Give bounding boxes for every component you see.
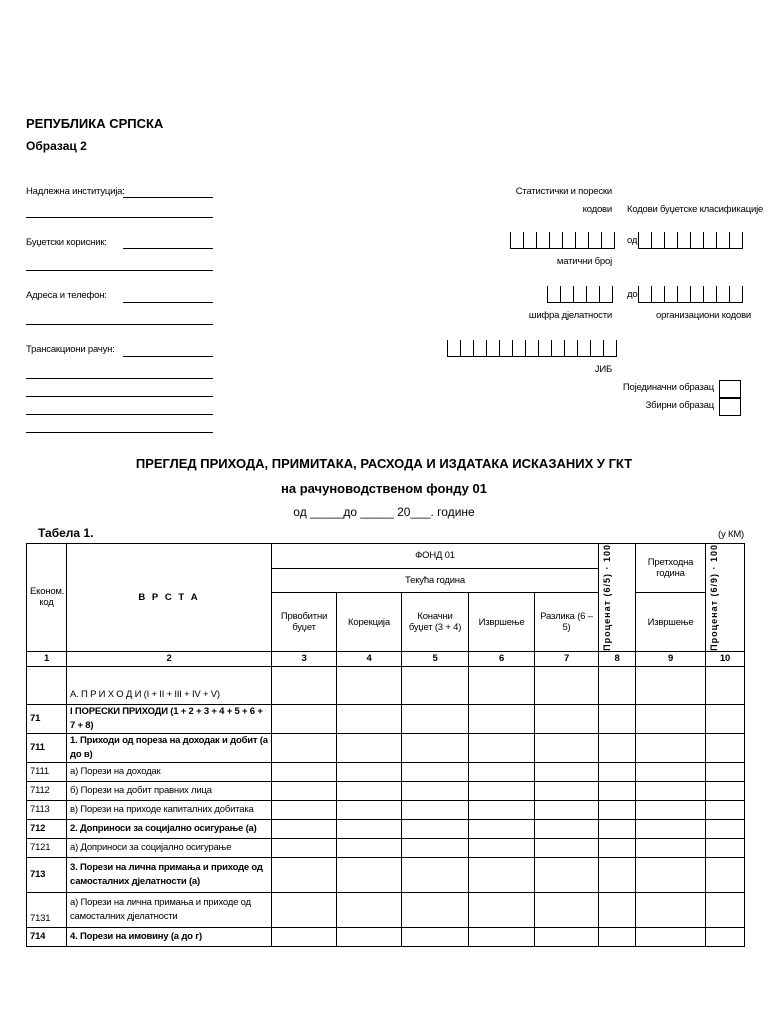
row-name: 1. Приходи од пореза на доходак и добит (а до в) [67,733,272,762]
header-percent-1: Проценат (6/5) · 100 [599,544,636,652]
data-cell[interactable] [272,819,337,838]
col-number: 3 [272,651,337,666]
budget-class-label: Кодови буџетске класификације [627,204,764,215]
data-cell[interactable] [706,781,745,800]
header-percent-2: Проценат (6/9) · 100 [706,544,745,652]
data-cell[interactable] [337,838,402,857]
row-code: 714 [27,927,67,946]
data-cell[interactable] [469,733,535,762]
data-cell[interactable] [402,800,469,819]
data-cell[interactable] [599,800,636,819]
row-code: 7113 [27,800,67,819]
data-cell[interactable] [636,857,706,892]
header-code: Економ. код [27,544,67,652]
data-cell[interactable] [636,704,706,733]
table-row [27,733,745,762]
data-cell[interactable] [706,733,745,762]
row-name: а) Порези на доходак [67,762,272,781]
table-row [27,704,745,733]
data-cell[interactable] [337,781,402,800]
row-name: а) Доприноси за социјално осигурање [67,838,272,857]
data-cell[interactable] [469,762,535,781]
data-cell[interactable] [599,857,636,892]
row-code: 713 [27,857,67,892]
data-cell[interactable] [469,666,535,704]
col-number: 5 [402,651,469,666]
data-cell[interactable] [706,800,745,819]
data-cell[interactable] [706,704,745,733]
row-code: 711 [27,733,67,762]
data-cell[interactable] [706,666,745,704]
data-cell[interactable] [535,819,599,838]
table-label: Табела 1. [38,526,94,540]
org-code-to-boxes[interactable] [638,280,743,302]
data-cell[interactable] [402,819,469,838]
individual-form-label: Појединачни образац [622,382,714,393]
header-execution: Извршење [469,593,535,652]
row-code: 7112 [27,781,67,800]
data-cell[interactable] [402,733,469,762]
table-row [27,800,745,819]
data-cell[interactable] [469,927,535,946]
header-type: В Р С Т А [67,544,272,652]
jib-boxes[interactable] [447,334,617,356]
data-cell[interactable] [706,927,745,946]
table-row [27,857,745,892]
do-label: до [627,289,638,300]
data-cell[interactable] [599,781,636,800]
data-cell[interactable] [272,666,337,704]
col-number: 6 [469,651,535,666]
data-cell[interactable] [272,762,337,781]
field-line-budget-user-2[interactable] [26,270,213,271]
jib-label: ЈИБ [594,364,612,375]
data-cell[interactable] [535,927,599,946]
data-cell[interactable] [337,927,402,946]
field-line-account-5[interactable] [26,432,213,433]
individual-form-checkbox[interactable] [719,380,741,398]
data-cell[interactable] [599,819,636,838]
row-name: а) Порези на лична примања и приходе од самосталних дјелатности [67,892,272,927]
field-label-budget-user: Буџетски корисник: [26,237,107,248]
header-prev-year: Претходна година [636,544,706,593]
data-cell[interactable] [337,733,402,762]
main-table [26,543,745,947]
summary-form-checkbox[interactable] [719,398,741,416]
header-original: Првобитни буџет [272,593,337,652]
table-row [27,927,745,946]
data-cell[interactable] [599,892,636,927]
stat-codes-label-2: кодови [582,204,612,215]
table-row [27,762,745,781]
data-cell[interactable] [535,733,599,762]
table-body [27,704,745,946]
data-cell[interactable] [535,800,599,819]
data-cell[interactable] [402,704,469,733]
data-cell[interactable] [706,892,745,927]
row-code: 7111 [27,762,67,781]
data-cell[interactable] [469,704,535,733]
data-cell[interactable] [337,857,402,892]
row-code: 7121 [27,838,67,857]
row-name: б) Порези на добит правних лица [67,781,272,800]
data-cell[interactable] [402,892,469,927]
row-name: в) Порези на приходе капиталних добитака [67,800,272,819]
od-label: од [627,235,638,246]
field-line-address[interactable] [123,302,213,303]
header-prev-execution: Извршење [636,593,706,652]
data-cell[interactable] [469,800,535,819]
row-name: I ПОРЕСКИ ПРИХОДИ (1 + 2 + 3 + 4 + 5 + 6 + 7 + 8) [67,704,272,733]
field-label-address: Адреса и телефон: [26,290,107,301]
table-row [27,838,745,857]
data-cell[interactable] [706,819,745,838]
col-number: 10 [706,651,745,666]
data-cell[interactable] [535,762,599,781]
col-number: 2 [67,651,272,666]
report-title: ПРЕГЛЕД ПРИХОДА, ПРИМИТАКА, РАСХОДА И ИЗДАТАКА ИСКАЗАНИХ У ГКТ [135,456,633,471]
field-line-account-3[interactable] [26,396,213,397]
data-cell[interactable] [636,819,706,838]
data-cell[interactable] [469,857,535,892]
row-name: 2. Доприноси за социјално осигурање (а) [67,819,272,838]
data-cell[interactable] [337,666,402,704]
data-cell[interactable] [272,733,337,762]
data-cell[interactable] [402,857,469,892]
org-codes-label: организациони кодови [656,310,752,321]
data-cell[interactable] [337,704,402,733]
data-cell[interactable] [402,927,469,946]
data-cell[interactable] [599,838,636,857]
report-subtitle: на рачуноводственом фонду 01 [281,481,487,496]
data-cell[interactable] [636,733,706,762]
data-cell[interactable] [706,857,745,892]
maticni-label: матични број [556,256,612,267]
row-name: 4. Порези на имовину (а до г) [67,927,272,946]
maticni-boxes[interactable] [510,226,615,248]
header-fund: ФОНД 01 [272,544,599,569]
data-cell[interactable] [272,892,337,927]
data-cell[interactable] [599,733,636,762]
data-cell[interactable] [706,838,745,857]
data-cell[interactable] [535,781,599,800]
data-cell[interactable] [599,666,636,704]
data-cell[interactable] [535,892,599,927]
row-code: 712 [27,819,67,838]
data-cell[interactable] [469,892,535,927]
table-row [27,781,745,800]
col-number: 9 [636,651,706,666]
row-name: 3. Порези на лична примања и приходе од самосталних дјелатности (а) [67,857,272,892]
data-cell[interactable] [272,838,337,857]
col-number: 8 [599,651,636,666]
summary-form-label: Збирни образац [645,400,714,411]
section-title: А. П Р И Х О Д И (I + II + III + IV + V) [67,666,272,704]
data-cell[interactable] [337,819,402,838]
data-cell[interactable] [337,762,402,781]
org-code-from-boxes[interactable] [638,226,743,248]
republic-title: РЕПУБЛИКА СРПСКА [26,116,164,131]
data-cell[interactable] [535,704,599,733]
header-difference: Разлика (6 – 5) [535,593,599,652]
sifra-boxes[interactable] [547,280,613,302]
data-cell[interactable] [636,666,706,704]
data-cell[interactable] [599,704,636,733]
field-line-institution[interactable] [123,197,213,198]
data-cell[interactable] [636,927,706,946]
data-cell[interactable] [402,781,469,800]
data-cell[interactable] [636,762,706,781]
stat-codes-label: Статистички и порески [515,186,612,197]
form-number: Образац 2 [26,139,87,153]
data-cell[interactable] [599,762,636,781]
data-cell[interactable] [469,838,535,857]
data-cell[interactable] [636,892,706,927]
sifra-label: шифра дјелатности [528,310,612,321]
data-cell[interactable] [535,838,599,857]
data-cell[interactable] [272,857,337,892]
data-cell[interactable] [535,857,599,892]
data-cell[interactable] [272,781,337,800]
data-cell[interactable] [402,838,469,857]
field-line-account-2[interactable] [26,378,213,379]
data-cell[interactable] [636,781,706,800]
data-cell[interactable] [469,819,535,838]
data-cell[interactable] [272,927,337,946]
field-line-address-2[interactable] [26,324,213,325]
data-cell[interactable] [337,800,402,819]
data-cell[interactable] [402,666,469,704]
data-cell[interactable] [636,838,706,857]
data-cell[interactable] [706,762,745,781]
unit-label: (у КМ) [718,529,744,540]
data-cell[interactable] [337,892,402,927]
data-cell[interactable] [469,781,535,800]
header-final: Коначни буџет (3 + 4) [402,593,469,652]
field-label-institution: Надлежна институција: [26,186,125,197]
row-code: 7131 [27,892,67,927]
report-period: од _____до _____ 20___. године [293,505,475,519]
field-label-account: Трансакциони рачун: [26,344,115,355]
field-line-institution-2[interactable] [26,217,213,218]
data-cell[interactable] [636,800,706,819]
field-line-account[interactable] [123,356,213,357]
data-cell[interactable] [402,762,469,781]
section-code-cell [27,666,67,704]
field-line-account-4[interactable] [26,414,213,415]
col-number: 4 [337,651,402,666]
header-current-year: Текућа година [272,568,599,593]
field-line-budget-user[interactable] [123,248,213,249]
header-correction: Корекција [337,593,402,652]
data-cell[interactable] [535,666,599,704]
col-number: 7 [535,651,599,666]
data-cell[interactable] [272,800,337,819]
col-number: 1 [27,651,67,666]
table-row [27,819,745,838]
table-row [27,892,745,927]
data-cell[interactable] [599,927,636,946]
data-cell[interactable] [272,704,337,733]
row-code: 71 [27,704,67,733]
